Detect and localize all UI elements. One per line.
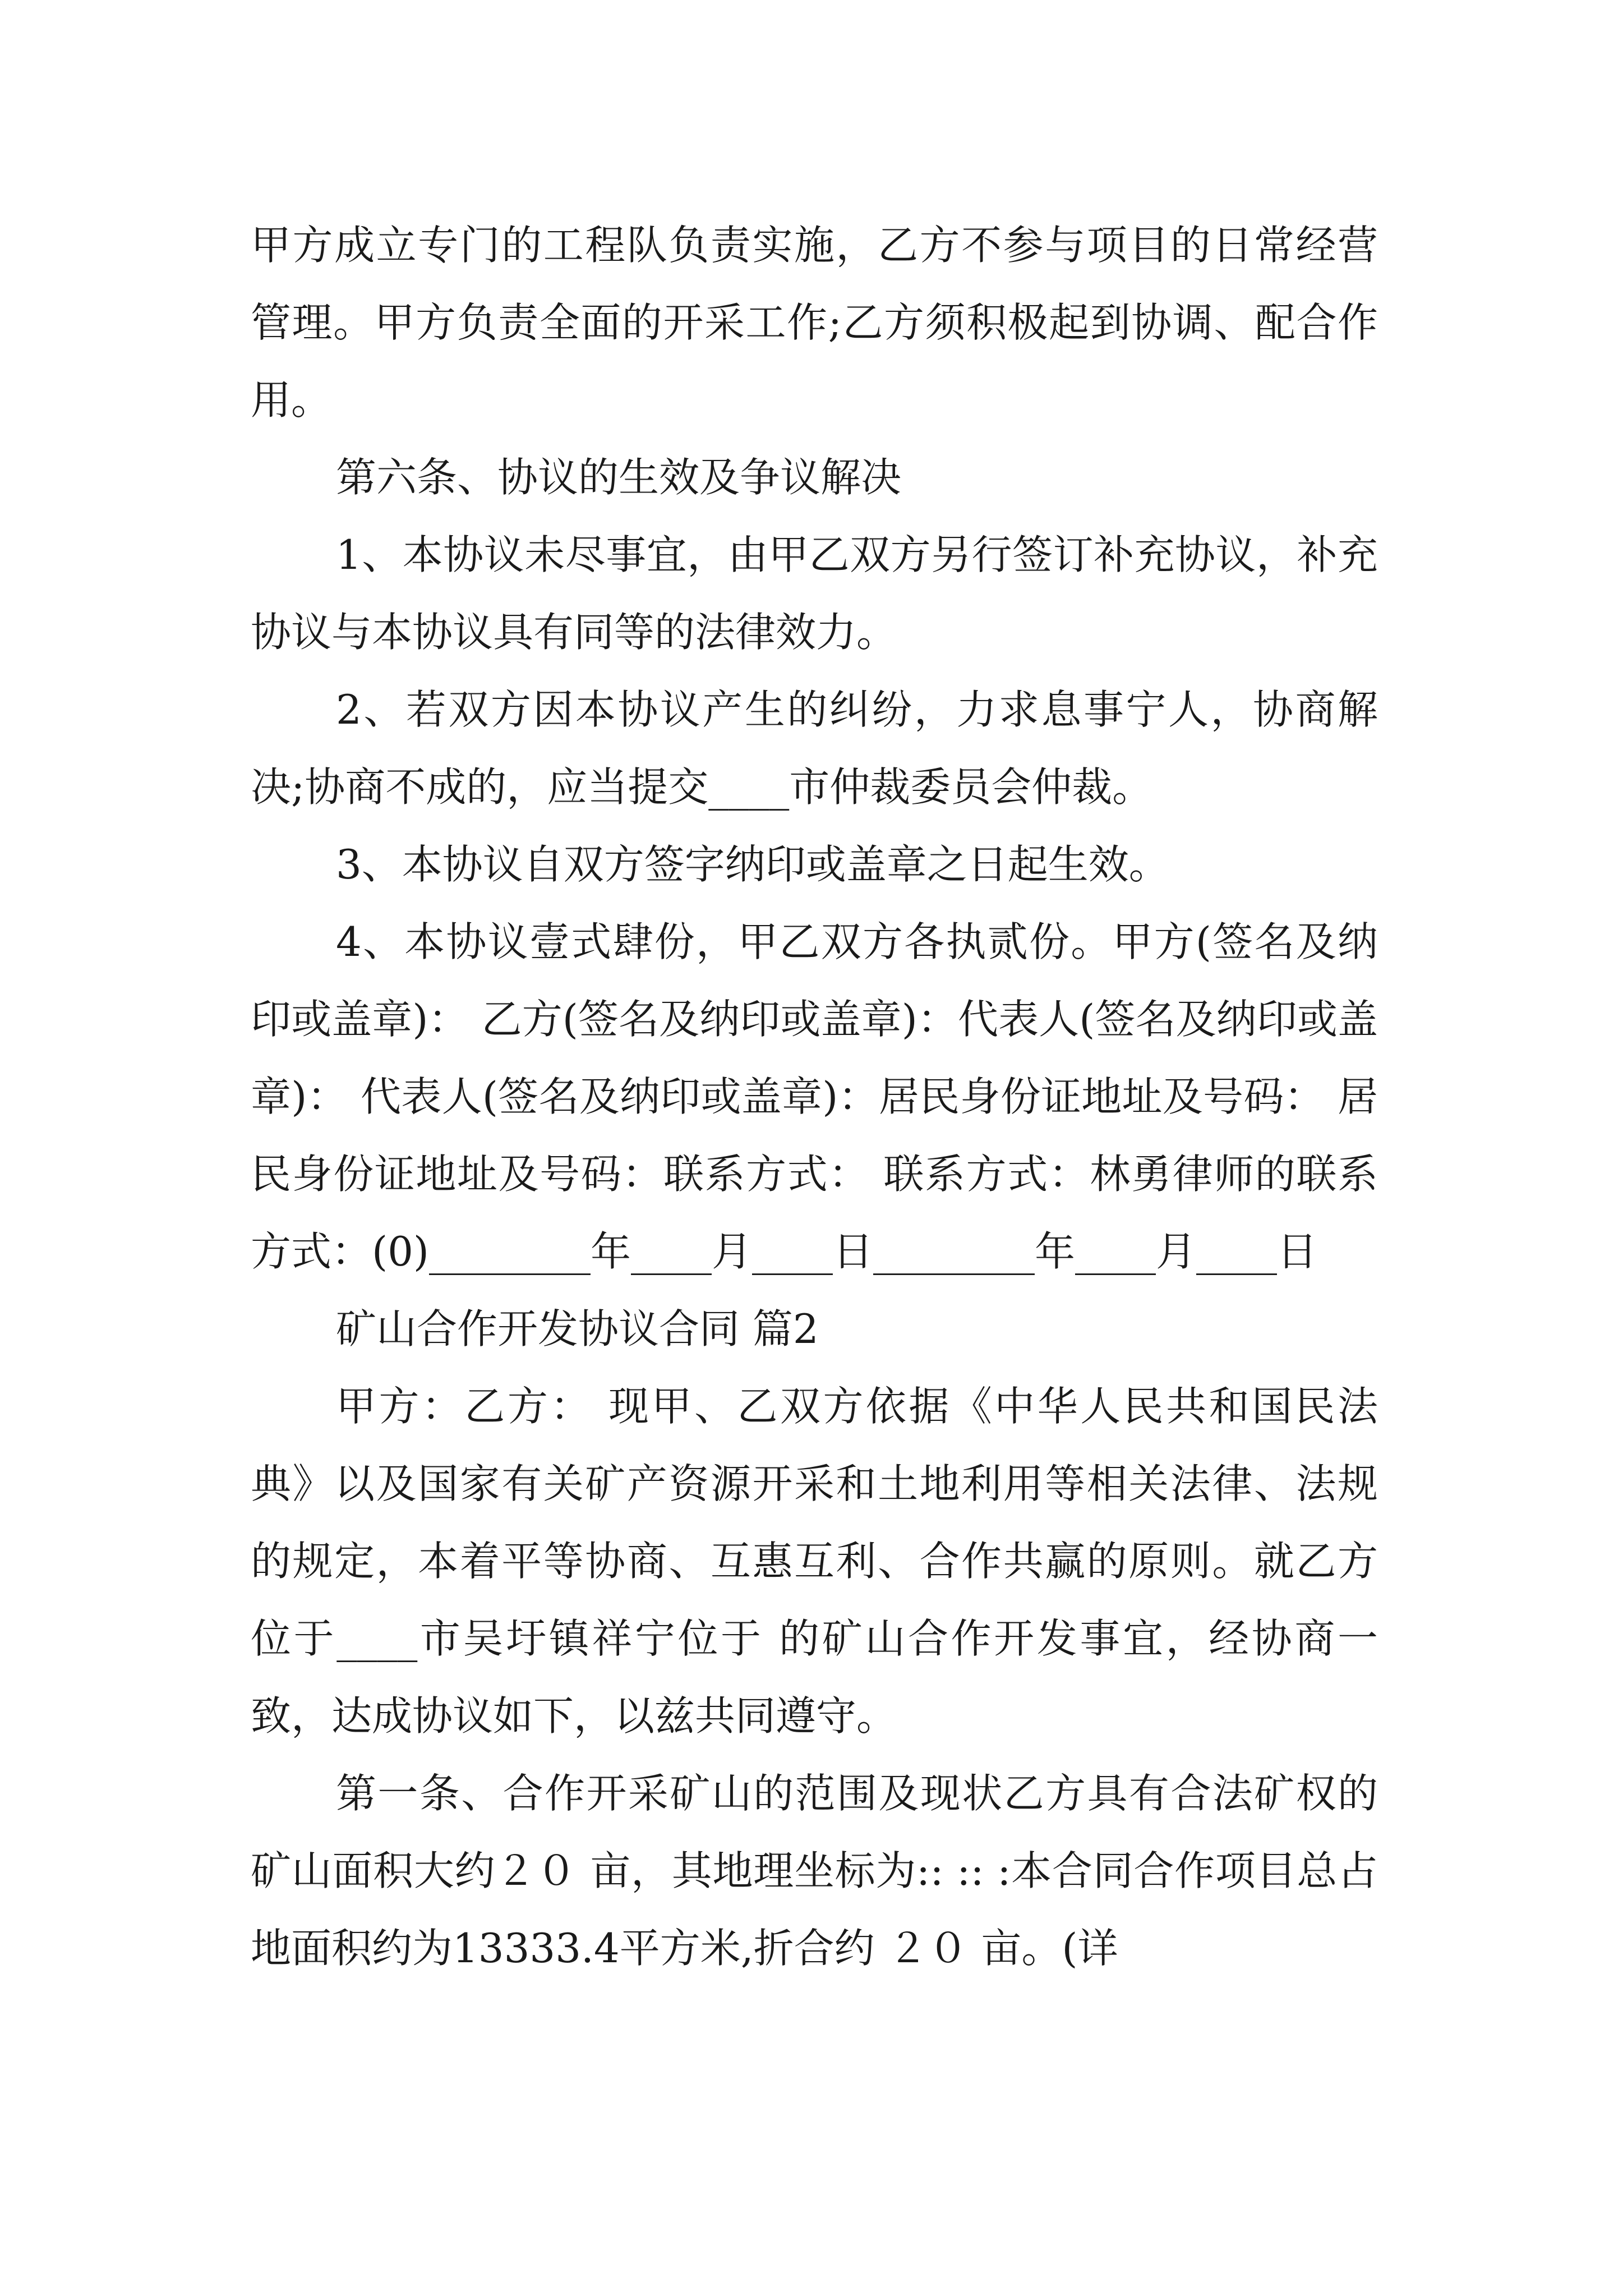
paragraph-management: 甲方成立专门的工程队负责实施，乙方不参与项目的日常经营管理。甲方负责全面的开采工作;乙方须积极起到协调、配合作用。 xyxy=(251,222,1378,424)
document-body xyxy=(251,206,1378,1987)
heading-contract-part-2: 矿山合作开发协议合同 篇2 xyxy=(336,1305,819,1352)
paragraph-clause-2: 2、若双方因本协议产生的纠纷，力求息事宁人，协商解决;协商不成的，应当提交____市仲裁委员会仲裁。 xyxy=(251,686,1378,811)
paragraph-article-one: 第一条、合作开采矿山的范围及现状乙方具有合法矿权的矿山面积大约２０ 亩，其地理坐标为:: :: :本合同合作项目总占地面积约为13333.4平方米,折合约 ２０ 亩。(详 xyxy=(251,1770,1378,1972)
paragraph-preamble: 甲方：乙方： 现甲、乙双方依据《中华人民共和国民法典》以及国家有关矿产资源开采和土地利用等相关法律、法规的规定，本着平等协商、互惠互利、合作共赢的原则。就乙方位于____市吴圩镇祥宁位于 的矿山合作开发事宜，经协商一致，达成协议如下，以兹共同遵守。 xyxy=(251,1383,1378,1740)
paragraph-clause-4-signatures: 4、本协议壹式肆份，甲乙双方各执贰份。甲方(签名及纳印或盖章)： 乙方(签名及纳印或盖章)：代表人(签名及纳印或盖章)： 代表人(签名及纳印或盖章)：居民身份证地址及号码： 居民身份证地址及号码：联系方式： 联系方式：林勇律师的联系方式：(0)________年____月____日________年____月____日 xyxy=(251,918,1378,1275)
paragraph-clause-1: 1、本协议未尽事宜，由甲乙双方另行签订补充协议，补充协议与本协议具有同等的法律效力。 xyxy=(251,531,1378,656)
heading-article-six: 第六条、协议的生效及争议解决 xyxy=(336,454,902,501)
paragraph-clause-3: 3、本协议自双方签字纳印或盖章之日起生效。 xyxy=(336,841,1169,888)
